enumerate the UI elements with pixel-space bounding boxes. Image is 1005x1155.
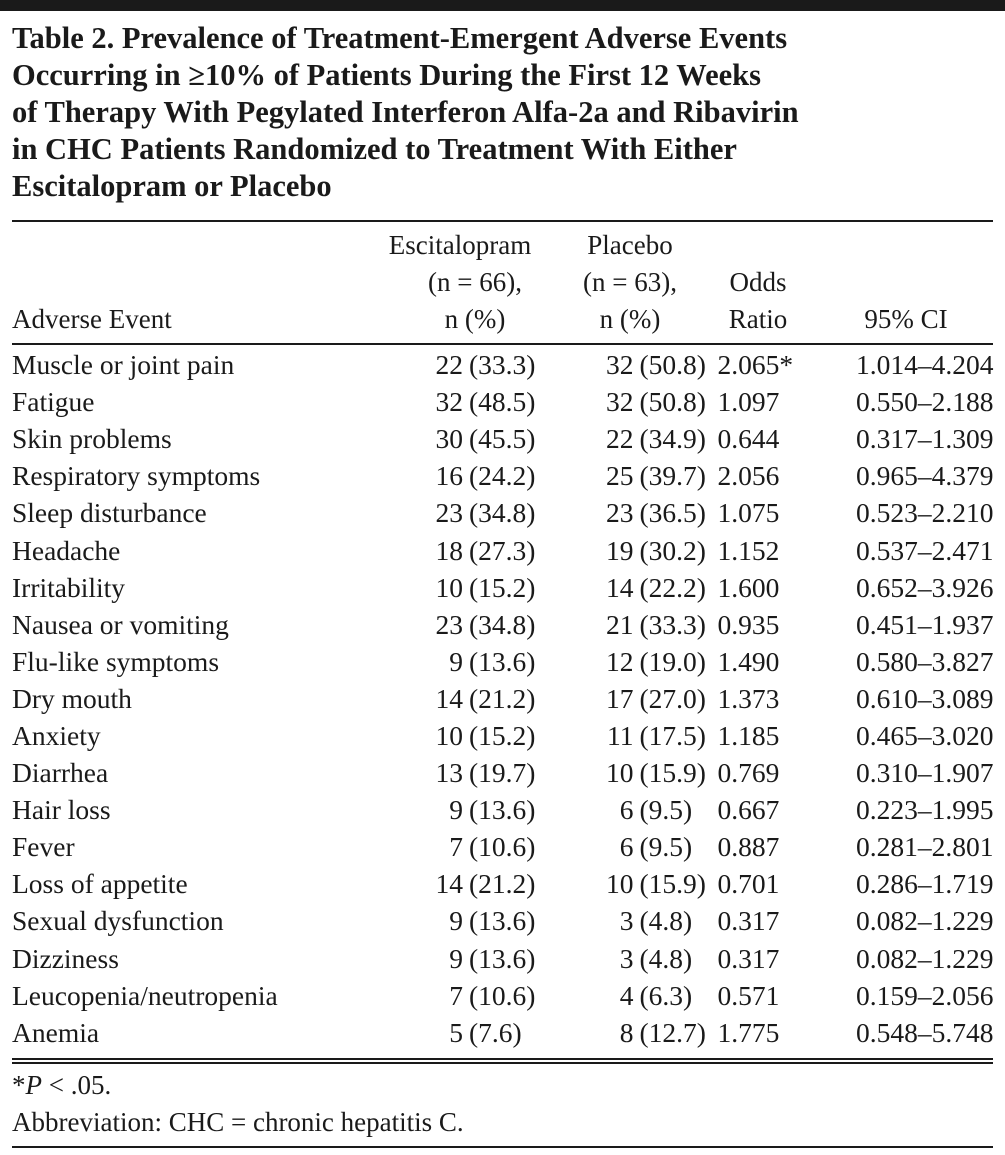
count: 25	[605, 460, 634, 492]
percent: (45.5)	[469, 423, 536, 455]
table-bottom-rule-2	[12, 1062, 993, 1064]
percent: (27.3)	[469, 534, 536, 566]
count: 9	[449, 794, 463, 826]
count: 10	[435, 571, 463, 603]
percent: (4.8)	[639, 905, 693, 937]
cell-escitalopram	[357, 940, 535, 977]
cell-placebo	[535, 754, 717, 791]
count: 14	[435, 868, 463, 900]
cell-event: Anemia	[12, 1016, 100, 1048]
cell-odds-ratio: 1.775	[717, 1016, 780, 1048]
header-adverse-event: Adverse Event	[12, 304, 172, 334]
cell-placebo	[535, 643, 717, 680]
header-top-rule	[12, 220, 993, 222]
cell-placebo	[535, 420, 717, 457]
cell-placebo	[535, 828, 717, 865]
percent: (10.6)	[469, 979, 536, 1011]
cell-ci: 0.082–1.229	[855, 942, 994, 974]
cell-placebo	[535, 977, 717, 1014]
cell-escitalopram	[357, 643, 535, 680]
cell-placebo	[535, 531, 717, 568]
count: 3	[619, 942, 634, 974]
count: 17	[605, 682, 634, 714]
cell-ci: 0.965–4.379	[855, 460, 994, 492]
header-line: (n = 63),	[583, 267, 677, 297]
table-row	[12, 569, 993, 606]
count: 32	[435, 386, 463, 418]
percent: (13.6)	[469, 905, 536, 937]
count: 23	[435, 608, 463, 640]
table-row	[12, 791, 993, 828]
count: 6	[619, 794, 634, 826]
cell-event: Flu-like symptoms	[12, 645, 220, 677]
cell-ci: 0.548–5.748	[855, 1016, 994, 1048]
cell-ci: 0.465–3.020	[855, 719, 994, 751]
title-line: of Therapy With Pegylated Interferon Alfa-2a and Ribavirin	[12, 95, 799, 129]
percent: (17.5)	[639, 719, 706, 751]
cell-event: Leucopenia/neutropenia	[12, 979, 278, 1011]
cell-placebo	[535, 457, 717, 494]
percent: (4.8)	[639, 942, 693, 974]
percent: (50.8)	[639, 386, 706, 418]
cell-odds-ratio: 1.373	[717, 682, 780, 714]
cell-odds-ratio: 1.097	[717, 386, 780, 418]
cell-escitalopram	[357, 531, 535, 568]
count: 7	[449, 831, 463, 863]
cell-escitalopram	[357, 828, 535, 865]
cell-odds-ratio: 2.065*	[717, 349, 794, 381]
footnote-abbreviation: Abbreviation: CHC = chronic hepatitis C.	[12, 1107, 464, 1137]
count: 13	[435, 757, 463, 789]
cell-ci: 0.580–3.827	[855, 645, 994, 677]
count: 9	[449, 905, 463, 937]
count: 23	[435, 497, 463, 529]
percent: (13.6)	[469, 645, 536, 677]
count: 10	[435, 719, 463, 751]
percent: (19.0)	[639, 645, 706, 677]
table-row	[12, 865, 993, 902]
percent: (21.2)	[469, 868, 536, 900]
cell-event: Hair loss	[12, 794, 111, 826]
percent: (36.5)	[639, 497, 706, 529]
percent: (34.8)	[469, 497, 536, 529]
cell-ci: 0.523–2.210	[855, 497, 994, 529]
percent: (7.6)	[469, 1016, 522, 1048]
percent: (21.2)	[469, 682, 536, 714]
table-row	[12, 680, 993, 717]
header-line: (n = 66),	[428, 267, 522, 297]
cell-odds-ratio: 0.701	[717, 868, 780, 900]
cell-ci: 0.159–2.056	[855, 979, 994, 1011]
count: 14	[435, 682, 463, 714]
cell-ci: 0.223–1.995	[855, 794, 994, 826]
cell-event: Diarrhea	[12, 757, 109, 789]
cell-placebo	[535, 494, 717, 531]
table-row	[12, 643, 993, 680]
percent: (27.0)	[639, 682, 706, 714]
cell-odds-ratio: 0.317	[717, 942, 780, 974]
cell-event: Skin problems	[12, 423, 172, 455]
cell-placebo	[535, 791, 717, 828]
percent: (19.7)	[469, 757, 536, 789]
cell-odds-ratio: 1.152	[717, 534, 780, 566]
cell-ci: 0.317–1.309	[855, 423, 994, 455]
table-row	[12, 494, 993, 531]
header-line: n (%)	[444, 304, 506, 334]
cell-escitalopram	[357, 383, 535, 420]
cell-odds-ratio: 0.317	[717, 905, 780, 937]
title-line: Table 2. Prevalence of Treatment-Emergent Adverse Events	[12, 21, 788, 55]
cell-escitalopram	[357, 865, 535, 902]
count: 14	[605, 571, 634, 603]
cell-odds-ratio: 1.185	[717, 719, 780, 751]
percent: (33.3)	[469, 349, 536, 381]
cell-escitalopram	[357, 754, 535, 791]
count: 30	[435, 423, 463, 455]
cell-placebo	[535, 717, 717, 754]
cell-placebo	[535, 606, 717, 643]
count: 3	[619, 905, 634, 937]
cell-placebo	[535, 680, 717, 717]
header-line: Ratio	[728, 304, 788, 334]
cell-ci: 0.537–2.471	[855, 534, 994, 566]
cell-escitalopram	[357, 680, 535, 717]
table-row	[12, 457, 993, 494]
table-row	[12, 977, 993, 1014]
header-line: Escitalopram	[388, 230, 532, 260]
cell-odds-ratio: 0.644	[717, 423, 780, 455]
cell-odds-ratio: 0.769	[717, 757, 780, 789]
header-ci: 95% CI	[864, 304, 948, 334]
cell-ci: 0.082–1.229	[855, 905, 994, 937]
cell-ci: 0.610–3.089	[855, 682, 994, 714]
cell-odds-ratio: 0.571	[717, 979, 780, 1011]
title-line: in CHC Patients Randomized to Treatment With Either	[12, 132, 737, 166]
count: 4	[619, 979, 634, 1011]
table-row	[12, 940, 993, 977]
cell-escitalopram	[357, 457, 535, 494]
table-title	[12, 20, 997, 205]
count: 9	[449, 645, 463, 677]
count: 32	[605, 349, 634, 381]
count: 12	[605, 645, 634, 677]
cell-ci: 0.310–1.907	[855, 757, 994, 789]
cell-placebo	[535, 902, 717, 939]
cell-event: Dry mouth	[12, 682, 132, 714]
table-row	[12, 383, 993, 420]
table-row	[12, 1014, 993, 1051]
percent: (33.3)	[639, 608, 706, 640]
cell-odds-ratio: 0.887	[717, 831, 780, 863]
cell-event: Loss of appetite	[12, 868, 188, 900]
percent: (30.2)	[639, 534, 706, 566]
percent: (34.9)	[639, 423, 706, 455]
percent: (39.7)	[639, 460, 706, 492]
cell-event: Anxiety	[12, 719, 101, 751]
cell-event: Nausea or vomiting	[12, 608, 229, 640]
footnote-text: < .05.	[42, 1070, 112, 1100]
header-odds-ratio	[708, 264, 808, 338]
cell-event: Sexual dysfunction	[12, 905, 224, 937]
percent: (24.2)	[469, 460, 536, 492]
percent: (13.6)	[469, 794, 536, 826]
cell-odds-ratio: 1.490	[717, 645, 780, 677]
table-row	[12, 606, 993, 643]
table-row	[12, 828, 993, 865]
count: 5	[449, 1016, 463, 1048]
cell-placebo	[535, 865, 717, 902]
cell-event: Respiratory symptoms	[12, 460, 261, 492]
count: 22	[435, 349, 463, 381]
percent: (13.6)	[469, 942, 536, 974]
bottom-rule	[12, 1146, 993, 1148]
cell-event: Dizziness	[12, 942, 119, 974]
cell-escitalopram	[357, 494, 535, 531]
adverse-events-table	[12, 346, 993, 1051]
count: 6	[619, 831, 634, 863]
count: 9	[449, 942, 463, 974]
count: 18	[435, 534, 463, 566]
table-bottom-rule-1	[12, 1058, 993, 1060]
table-row	[12, 420, 993, 457]
count: 16	[435, 460, 463, 492]
table-row	[12, 531, 993, 568]
count: 8	[619, 1016, 634, 1048]
cell-escitalopram	[357, 420, 535, 457]
cell-event: Sleep disturbance	[12, 497, 207, 529]
cell-event: Headache	[12, 534, 121, 566]
footnote-p: P	[25, 1070, 42, 1100]
percent: (6.3)	[639, 979, 693, 1011]
title-line: Occurring in ≥10% of Patients During the First 12 Weeks	[12, 58, 761, 92]
cell-placebo	[535, 346, 717, 383]
cell-placebo	[535, 1014, 717, 1051]
table-row	[12, 346, 993, 383]
percent: (10.6)	[469, 831, 536, 863]
header-bottom-rule	[12, 343, 993, 345]
count: 10	[605, 868, 634, 900]
top-rule	[0, 0, 1005, 11]
cell-event: Irritability	[12, 571, 126, 603]
percent: (12.7)	[639, 1016, 706, 1048]
cell-event: Fever	[12, 831, 75, 863]
cell-placebo	[535, 940, 717, 977]
cell-escitalopram	[357, 569, 535, 606]
count: 10	[605, 757, 634, 789]
percent: (15.2)	[469, 571, 536, 603]
header-line: Odds	[729, 267, 787, 297]
cell-ci: 0.550–2.188	[855, 386, 994, 418]
percent: (34.8)	[469, 608, 536, 640]
percent: (15.9)	[639, 868, 706, 900]
count: 7	[449, 979, 463, 1011]
footnote-significance	[12, 1067, 111, 1104]
count: 32	[605, 386, 634, 418]
percent: (50.8)	[639, 349, 706, 381]
cell-escitalopram	[357, 977, 535, 1014]
percent: (48.5)	[469, 386, 536, 418]
header-placebo	[560, 227, 700, 338]
cell-ci: 1.014–4.204	[855, 349, 994, 381]
cell-escitalopram	[357, 346, 535, 383]
count: 22	[605, 423, 634, 455]
cell-odds-ratio: 0.667	[717, 794, 780, 826]
cell-escitalopram	[357, 902, 535, 939]
count: 19	[605, 534, 634, 566]
cell-event: Fatigue	[12, 386, 95, 418]
cell-escitalopram	[357, 791, 535, 828]
header-escitalopram	[360, 227, 560, 338]
cell-event: Muscle or joint pain	[12, 349, 235, 381]
cell-placebo	[535, 569, 717, 606]
cell-ci: 0.652–3.926	[855, 571, 994, 603]
percent: (22.2)	[639, 571, 706, 603]
cell-placebo	[535, 383, 717, 420]
cell-odds-ratio: 0.935	[717, 608, 780, 640]
header-line: n (%)	[599, 304, 661, 334]
percent: (15.2)	[469, 719, 536, 751]
count: 11	[606, 719, 634, 751]
cell-escitalopram	[357, 1014, 535, 1051]
count: 23	[605, 497, 634, 529]
cell-ci: 0.281–2.801	[855, 831, 994, 863]
table-row	[12, 717, 993, 754]
percent: (9.5)	[639, 831, 693, 863]
percent: (15.9)	[639, 757, 706, 789]
percent: (9.5)	[639, 794, 693, 826]
cell-ci: 0.286–1.719	[855, 868, 994, 900]
cell-ci: 0.451–1.937	[855, 608, 994, 640]
footnote-mark: *	[12, 1070, 26, 1100]
count: 21	[605, 608, 634, 640]
cell-odds-ratio: 1.600	[717, 571, 780, 603]
table-row	[12, 902, 993, 939]
cell-odds-ratio: 1.075	[717, 497, 780, 529]
title-line: Escitalopram or Placebo	[12, 169, 332, 203]
cell-odds-ratio: 2.056	[717, 460, 780, 492]
header-line: Placebo	[587, 230, 673, 260]
cell-escitalopram	[357, 717, 535, 754]
table-row	[12, 754, 993, 791]
cell-escitalopram	[357, 606, 535, 643]
